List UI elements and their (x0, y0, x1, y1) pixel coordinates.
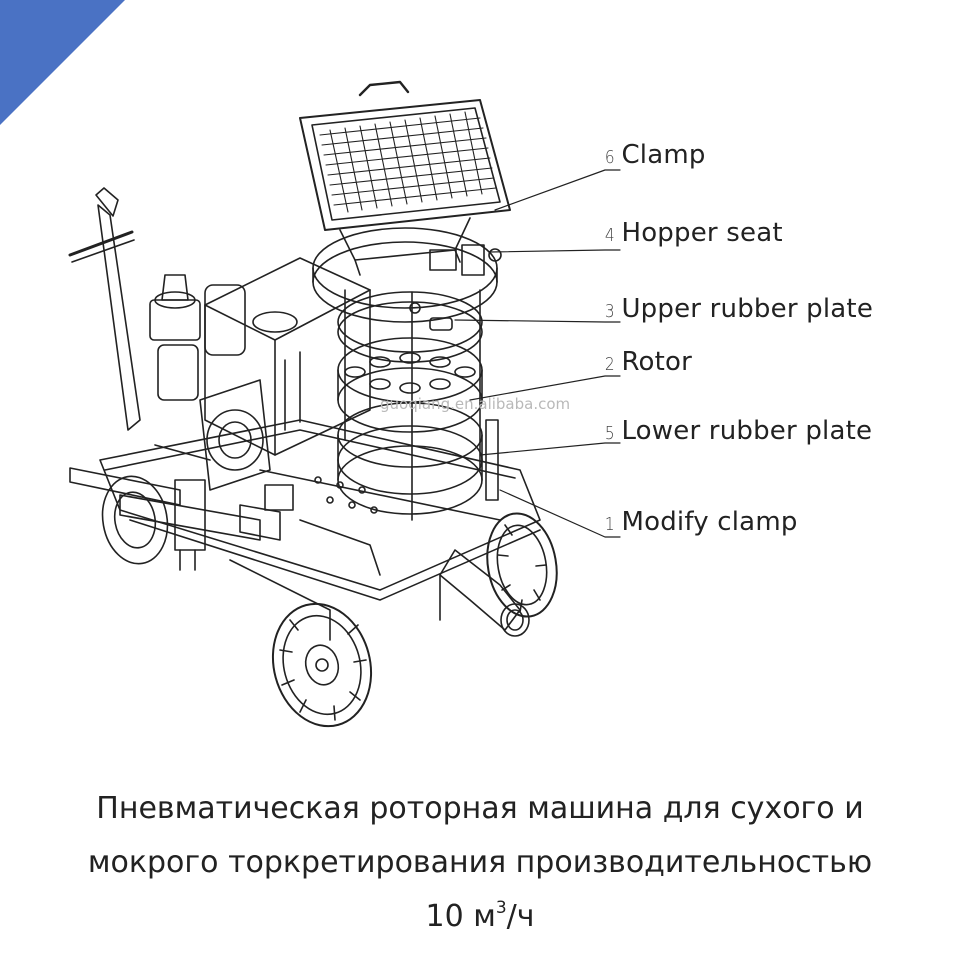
callout-number: 4 (604, 225, 615, 246)
callout-number: 2 (604, 354, 615, 375)
callout-label: Clamp (621, 140, 706, 170)
front-left-wheel (260, 593, 385, 738)
outlet-pipe (440, 550, 529, 636)
capacity-unit: /ч (506, 899, 535, 934)
callout-number: 6 (604, 147, 615, 168)
chassis (100, 420, 540, 640)
callout-label: Hopper seat (621, 218, 783, 248)
callout-label: Rotor (621, 347, 693, 377)
front-right-wheel (479, 508, 564, 622)
handle (70, 188, 140, 430)
callout-number: 5 (604, 423, 615, 444)
callout-rotor (604, 347, 692, 377)
callout-number: 3 (604, 301, 615, 322)
valves (70, 445, 380, 575)
capacity-exponent: 3 (495, 898, 507, 918)
callout-number: 1 (604, 514, 615, 535)
capacity-value: 10 м (425, 899, 496, 934)
hopper (300, 82, 510, 275)
rotor-stack (313, 228, 501, 520)
callout-label: Lower rubber plate (621, 416, 873, 446)
callout-label: Modify clamp (621, 507, 798, 537)
callout-lower-rubber-plate (604, 416, 872, 446)
caption-line-2: мокрого торкретирования производительностью (87, 845, 873, 880)
callout-upper-rubber-plate (604, 294, 873, 324)
caption-line-3 (0, 890, 960, 944)
caption-line-1: Пневматическая роторная машина для сухого и (96, 791, 864, 826)
callout-modify-clamp (604, 507, 798, 537)
callout-hopper-seat (604, 218, 783, 248)
callout-clamp (604, 140, 706, 170)
callout-label: Upper rubber plate (621, 294, 874, 324)
watermark: guoqiang.en.alibaba.com (380, 395, 571, 413)
caption (0, 782, 960, 944)
